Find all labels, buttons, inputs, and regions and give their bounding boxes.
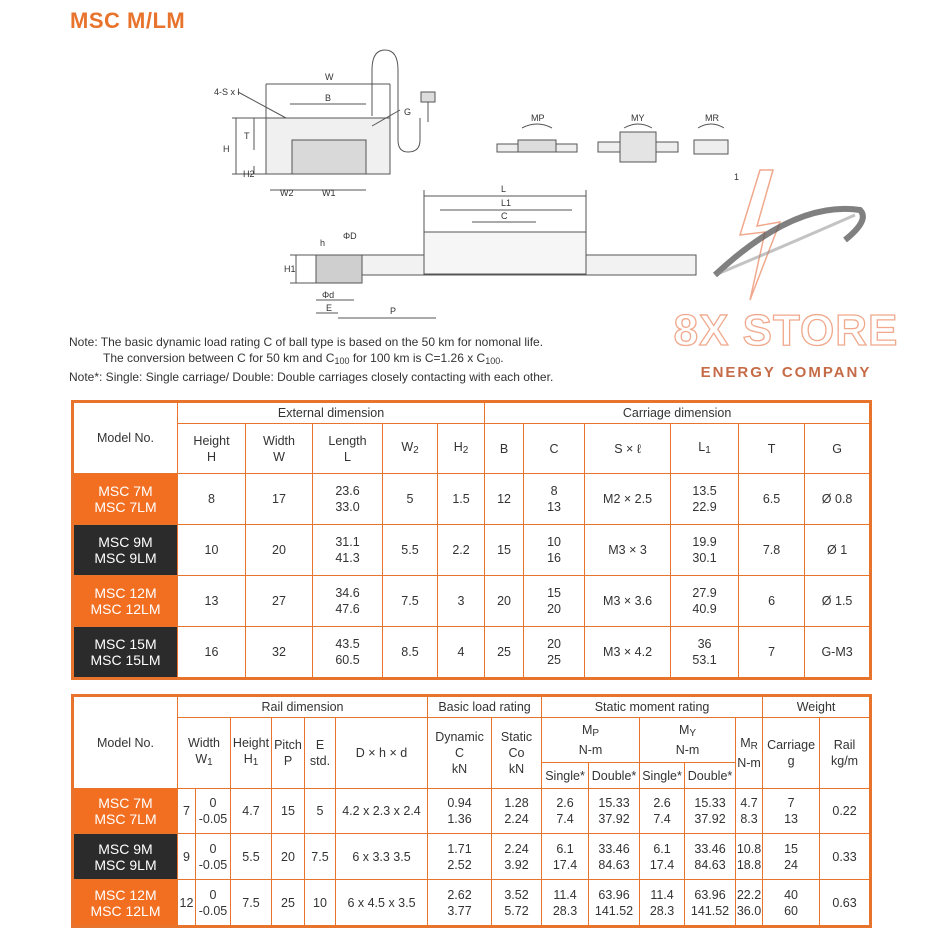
cell-length: 23.6 33.0 bbox=[313, 474, 383, 525]
label-h: H bbox=[223, 144, 230, 154]
cell-my-single: 2.6 7.4 bbox=[640, 789, 685, 834]
label-t: T bbox=[244, 131, 250, 141]
cell-mp-double: 33.46 84.63 bbox=[589, 834, 640, 880]
e-header: E std. bbox=[305, 718, 336, 789]
dynamic-header: Dynamic C kN bbox=[428, 718, 492, 789]
rail-section-shape bbox=[292, 140, 366, 174]
table-row bbox=[74, 834, 870, 880]
cell-h2: 1.5 bbox=[438, 474, 485, 525]
cell-carriage-weight: 7 13 bbox=[763, 789, 820, 834]
cell-dhd: 6 x 3.3 3.5 bbox=[336, 834, 428, 880]
cell-t: 7.8 bbox=[739, 525, 805, 576]
cell-w1: 12 bbox=[178, 880, 196, 926]
rail-height-header: Height H1 bbox=[231, 718, 272, 789]
cell-b: 20 bbox=[485, 576, 524, 627]
model-cell: MSC 15M MSC 15LM bbox=[74, 627, 178, 678]
cell-h2: 4 bbox=[438, 627, 485, 678]
l1-header: L1 bbox=[671, 424, 739, 474]
cell-t: 6.5 bbox=[739, 474, 805, 525]
cell-pitch: 20 bbox=[272, 834, 305, 880]
t-header: T bbox=[739, 424, 805, 474]
cell-w1: 7 bbox=[178, 789, 196, 834]
sxl-header: S × ℓ bbox=[585, 424, 671, 474]
cell-e: 10 bbox=[305, 880, 336, 926]
cell-my-single: 6.1 17.4 bbox=[640, 834, 685, 880]
note-line-2: The conversion between C for 50 km and $C_{100}$ for 100 km is C=1.26 x $C_{100}$. bbox=[103, 351, 504, 366]
cell-length: 34.6 47.6 bbox=[313, 576, 383, 627]
cell-tolerance: 0 -0.05 bbox=[196, 834, 231, 880]
cell-mp-single: 11.4 28.3 bbox=[542, 880, 589, 926]
cell-l1: 27.9 40.9 bbox=[671, 576, 739, 627]
my-header: MY N-m bbox=[640, 718, 736, 763]
table-row bbox=[74, 576, 870, 627]
watermark-brand-text: 8X STORE bbox=[673, 306, 899, 355]
length-header: Length L bbox=[313, 424, 383, 474]
notes-block bbox=[69, 334, 553, 385]
cell-pitch: 25 bbox=[272, 880, 305, 926]
cell-c: 10 16 bbox=[524, 525, 585, 576]
w2-header: W2 bbox=[383, 424, 438, 474]
label-e: E bbox=[326, 303, 333, 313]
cell-h1: 4.7 bbox=[231, 789, 272, 834]
mp-double-header: Double* bbox=[589, 763, 640, 789]
cell-dynamic: 2.62 3.77 bbox=[428, 880, 492, 926]
table-row bbox=[74, 627, 870, 678]
cell-c: 8 13 bbox=[524, 474, 585, 525]
cell-sxl: M3 × 3.6 bbox=[585, 576, 671, 627]
label-mr: MR bbox=[705, 113, 719, 123]
cell-l1: 13.5 22.9 bbox=[671, 474, 739, 525]
cell-my-double: 63.96 141.52 bbox=[685, 880, 736, 926]
cell-mr: 4.7 8.3 bbox=[736, 789, 763, 834]
cell-width: 20 bbox=[246, 525, 313, 576]
cell-width: 32 bbox=[246, 627, 313, 678]
note-line-3: Note*: Single: Single carriage/ Double: Double carriages closely contacting with each other. bbox=[69, 370, 554, 384]
label-w: W bbox=[325, 72, 334, 82]
static-moment-header: Static moment rating bbox=[542, 697, 763, 718]
cell-mp-single: 2.6 7.4 bbox=[542, 789, 589, 834]
cell-g: Ø 1 bbox=[805, 525, 870, 576]
dhd-header: D × h × d bbox=[336, 718, 428, 789]
table-row bbox=[74, 880, 870, 926]
cell-width: 27 bbox=[246, 576, 313, 627]
cell-height: 10 bbox=[178, 525, 246, 576]
cell-mr: 10.8 18.8 bbox=[736, 834, 763, 880]
cell-length: 31.1 41.3 bbox=[313, 525, 383, 576]
cell-height: 16 bbox=[178, 627, 246, 678]
cell-static: 3.52 5.72 bbox=[492, 880, 542, 926]
cell-w2: 5.5 bbox=[383, 525, 438, 576]
cell-g: Ø 1.5 bbox=[805, 576, 870, 627]
note-line-1: Note: The basic dynamic load rating C of ball type is based on the 50 km for nomonal life. bbox=[69, 335, 544, 349]
table-row bbox=[74, 789, 870, 834]
label-one: 1 bbox=[734, 172, 740, 182]
cell-c: 15 20 bbox=[524, 576, 585, 627]
cell-carriage-weight: 40 60 bbox=[763, 880, 820, 926]
label-b: B bbox=[325, 93, 332, 103]
cell-w2: 7.5 bbox=[383, 576, 438, 627]
cell-height: 8 bbox=[178, 474, 246, 525]
cell-carriage-weight: 15 24 bbox=[763, 834, 820, 880]
label-phid: ΦD bbox=[343, 231, 357, 241]
c-header: C bbox=[524, 424, 585, 474]
label-mp: MP bbox=[531, 113, 545, 123]
rail-load-table bbox=[73, 696, 870, 926]
label-l1: L1 bbox=[501, 198, 512, 208]
rail-side-shape bbox=[316, 255, 696, 275]
external-dimension-header: External dimension bbox=[178, 403, 485, 424]
cell-h1: 7.5 bbox=[231, 880, 272, 926]
cell-mp-double: 15.33 37.92 bbox=[589, 789, 640, 834]
b-header: B bbox=[485, 424, 524, 474]
label-hh: h bbox=[320, 238, 326, 248]
cell-mr: 22.2 36.0 bbox=[736, 880, 763, 926]
page-title: MSC M/LM bbox=[70, 8, 186, 33]
label-my: MY bbox=[631, 113, 645, 123]
table-row bbox=[74, 474, 870, 525]
my-double-header: Double* bbox=[685, 763, 736, 789]
carriage-section-shape bbox=[266, 118, 390, 174]
cell-static: 1.28 2.24 bbox=[492, 789, 542, 834]
model-header: Model No. bbox=[74, 403, 178, 474]
cell-l1: 19.9 30.1 bbox=[671, 525, 739, 576]
cell-w2: 8.5 bbox=[383, 627, 438, 678]
cell-h2: 3 bbox=[438, 576, 485, 627]
cell-e: 5 bbox=[305, 789, 336, 834]
cell-h1: 5.5 bbox=[231, 834, 272, 880]
carriage-dimension-header: Carriage dimension bbox=[485, 403, 870, 424]
cell-pitch: 15 bbox=[272, 789, 305, 834]
model-cell: MSC 9M MSC 9LM bbox=[74, 834, 178, 880]
carriage-side-shape bbox=[424, 232, 586, 274]
cell-dynamic: 0.94 1.36 bbox=[428, 789, 492, 834]
carriage-dimension-table bbox=[73, 402, 870, 678]
model-cell: MSC 9M MSC 9LM bbox=[74, 525, 178, 576]
rail-weight-header: Rail kg/m bbox=[820, 718, 870, 789]
rail-width-header: Width W1 bbox=[178, 718, 231, 789]
static-header: Static Co kN bbox=[492, 718, 542, 789]
label-g: G bbox=[404, 107, 412, 117]
cell-sxl: M3 × 4.2 bbox=[585, 627, 671, 678]
cell-sxl: M2 × 2.5 bbox=[585, 474, 671, 525]
rail-dimension-header: Rail dimension bbox=[178, 697, 428, 718]
cell-e: 7.5 bbox=[305, 834, 336, 880]
cell-w1: 9 bbox=[178, 834, 196, 880]
cell-dynamic: 1.71 2.52 bbox=[428, 834, 492, 880]
cell-c: 20 25 bbox=[524, 627, 585, 678]
label-phid-small: Φd bbox=[322, 290, 335, 300]
cell-my-double: 15.33 37.92 bbox=[685, 789, 736, 834]
cell-static: 2.24 3.92 bbox=[492, 834, 542, 880]
cell-l1: 36 53.1 bbox=[671, 627, 739, 678]
cell-width: 17 bbox=[246, 474, 313, 525]
table-row bbox=[74, 525, 870, 576]
model-cell: MSC 12M MSC 12LM bbox=[74, 576, 178, 627]
mp-header: MP N-m bbox=[542, 718, 640, 763]
cell-tolerance: 0 -0.05 bbox=[196, 880, 231, 926]
label-h2: H2 bbox=[243, 169, 255, 179]
cell-mp-double: 63.96 141.52 bbox=[589, 880, 640, 926]
cell-rail-weight: 0.63 bbox=[820, 880, 870, 926]
cell-g: Ø 0.8 bbox=[805, 474, 870, 525]
label-w2: W2 bbox=[280, 188, 294, 198]
basic-load-header: Basic load rating bbox=[428, 697, 542, 718]
label-sxl: 4-S x l bbox=[214, 87, 240, 97]
watermark-tagline: ENERGY COMPANY bbox=[700, 364, 872, 381]
model-cell: MSC 7M MSC 7LM bbox=[74, 474, 178, 525]
cell-tolerance: 0 -0.05 bbox=[196, 789, 231, 834]
cell-mp-single: 6.1 17.4 bbox=[542, 834, 589, 880]
model-header: Model No. bbox=[74, 697, 178, 789]
pitch-header: Pitch P bbox=[272, 718, 305, 789]
mr-header: MR N-m bbox=[736, 718, 763, 789]
carriage-weight-header: Carriage g bbox=[763, 718, 820, 789]
lightning-icon bbox=[740, 170, 780, 300]
weight-header: Weight bbox=[763, 697, 870, 718]
cell-rail-weight: 0.33 bbox=[820, 834, 870, 880]
cell-t: 7 bbox=[739, 627, 805, 678]
mp-single-header: Single* bbox=[542, 763, 589, 789]
cell-dhd: 6 x 4.5 x 3.5 bbox=[336, 880, 428, 926]
cell-h2: 2.2 bbox=[438, 525, 485, 576]
cell-t: 6 bbox=[739, 576, 805, 627]
label-p: P bbox=[390, 306, 397, 316]
cell-b: 12 bbox=[485, 474, 524, 525]
cell-my-single: 11.4 28.3 bbox=[640, 880, 685, 926]
height-header: Height H bbox=[178, 424, 246, 474]
cell-b: 15 bbox=[485, 525, 524, 576]
width-header: Width W bbox=[246, 424, 313, 474]
cell-height: 13 bbox=[178, 576, 246, 627]
g-header: G bbox=[805, 424, 870, 474]
label-l: L bbox=[501, 184, 507, 194]
label-h1: H1 bbox=[284, 264, 296, 274]
cell-g: G-M3 bbox=[805, 627, 870, 678]
cell-length: 43.5 60.5 bbox=[313, 627, 383, 678]
h2-header: H2 bbox=[438, 424, 485, 474]
cell-w2: 5 bbox=[383, 474, 438, 525]
model-cell: MSC 12M MSC 12LM bbox=[74, 880, 178, 926]
cell-dhd: 4.2 x 2.3 x 2.4 bbox=[336, 789, 428, 834]
cell-my-double: 33.46 84.63 bbox=[685, 834, 736, 880]
label-w1: W1 bbox=[322, 188, 336, 198]
cell-sxl: M3 × 3 bbox=[585, 525, 671, 576]
cell-b: 25 bbox=[485, 627, 524, 678]
my-single-header: Single* bbox=[640, 763, 685, 789]
label-c: C bbox=[501, 211, 508, 221]
model-cell: MSC 7M MSC 7LM bbox=[74, 789, 178, 834]
cell-rail-weight: 0.22 bbox=[820, 789, 870, 834]
